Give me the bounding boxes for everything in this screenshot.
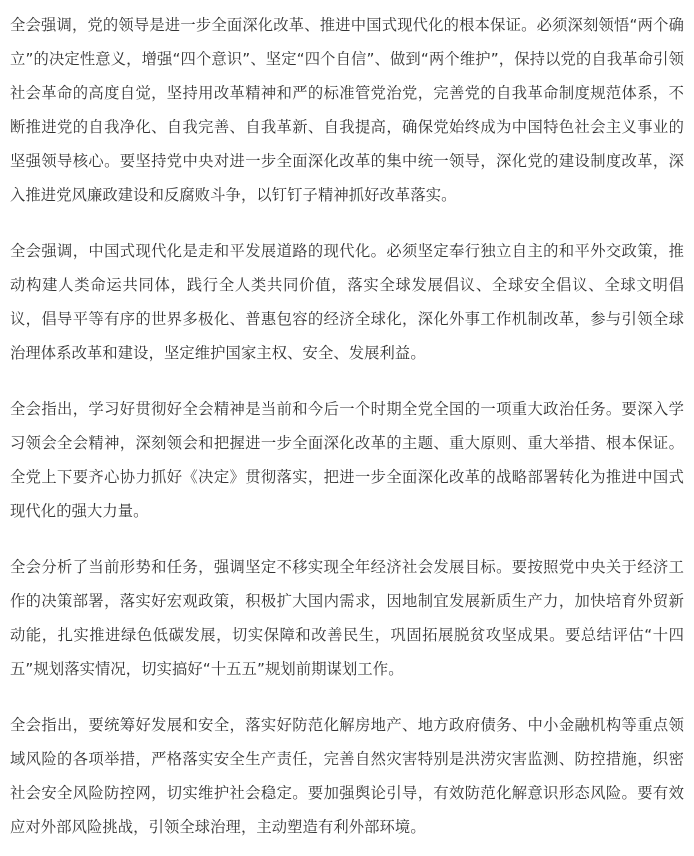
paragraph: 全会指出，学习好贯彻好全会精神是当前和今后一个时期全党全国的一项重大政治任务。要深入学习领会全会精神，深刻领会和把握进一步全面深化改革的主题、重大原则、重大举措、根本保证。全党上下要齐心协力抓好《决定》贯彻落实，把进一步全面深化改革的战略部署转化为推进中国式现代化的强大力量。 [10, 400, 684, 520]
paragraph: 全会强调，中国式现代化是走和平发展道路的现代化。必须坚定奉行独立自主的和平外交政策，推动构建人类命运共同体，践行全人类共同价值，落实全球发展倡议、全球安全倡议、全球文明倡议，倡导平等有序的世界多极化、普惠包容的经济全球化，深化外事工作机制改革，参与引领全球治理体系改革和建设，坚定维护国家主权、安全、发展利益。 [10, 242, 684, 362]
paragraph: 全会强调，党的领导是进一步全面深化改革、推进中国式现代化的根本保证。必须深刻领悟“两个确立”的决定性意义，增强“四个意识”、坚定“四个自信”、做到“两个维护”，保持以党的自我革命引领社会革命的高度自觉，坚持用改革精神和严的标准管党治党，完善党的自我革命制度规范体系，不断推进党的自我净化、自我完善、自我革新、自我提高，确保党始终成为中国特色社会主义事业的坚强领导核心。要坚持党中央对进一步全面深化改革的集中统一领导，深化党的建设制度改革，深入推进党风廉政建设和反腐败斗争，以钉钉子精神抓好改革落实。 [10, 16, 684, 204]
paragraph: 全会分析了当前形势和任务，强调坚定不移实现全年经济社会发展目标。要按照党中央关于经济工作的决策部署，落实好宏观政策，积极扩大国内需求，因地制宜发展新质生产力，加快培育外贸新动能，扎实推进绿色低碳发展，切实保障和改善民生，巩固拓展脱贫攻坚成果。要总结评估“十四五”规划落实情况，切实搞好“十五五”规划前期谋划工作。 [10, 558, 684, 678]
paragraph: 全会指出，要统筹好发展和安全，落实好防范化解房地产、地方政府债务、中小金融机构等重点领域风险的各项举措，严格落实安全生产责任，完善自然灾害特别是洪涝灾害监测、防控措施，织密社会安全风险防控网，切实维护社会稳定。要加强舆论引导，有效防范化解意识形态风险。要有效应对外部风险挑战，引领全球治理，主动塑造有利外部环境。 [10, 716, 684, 836]
